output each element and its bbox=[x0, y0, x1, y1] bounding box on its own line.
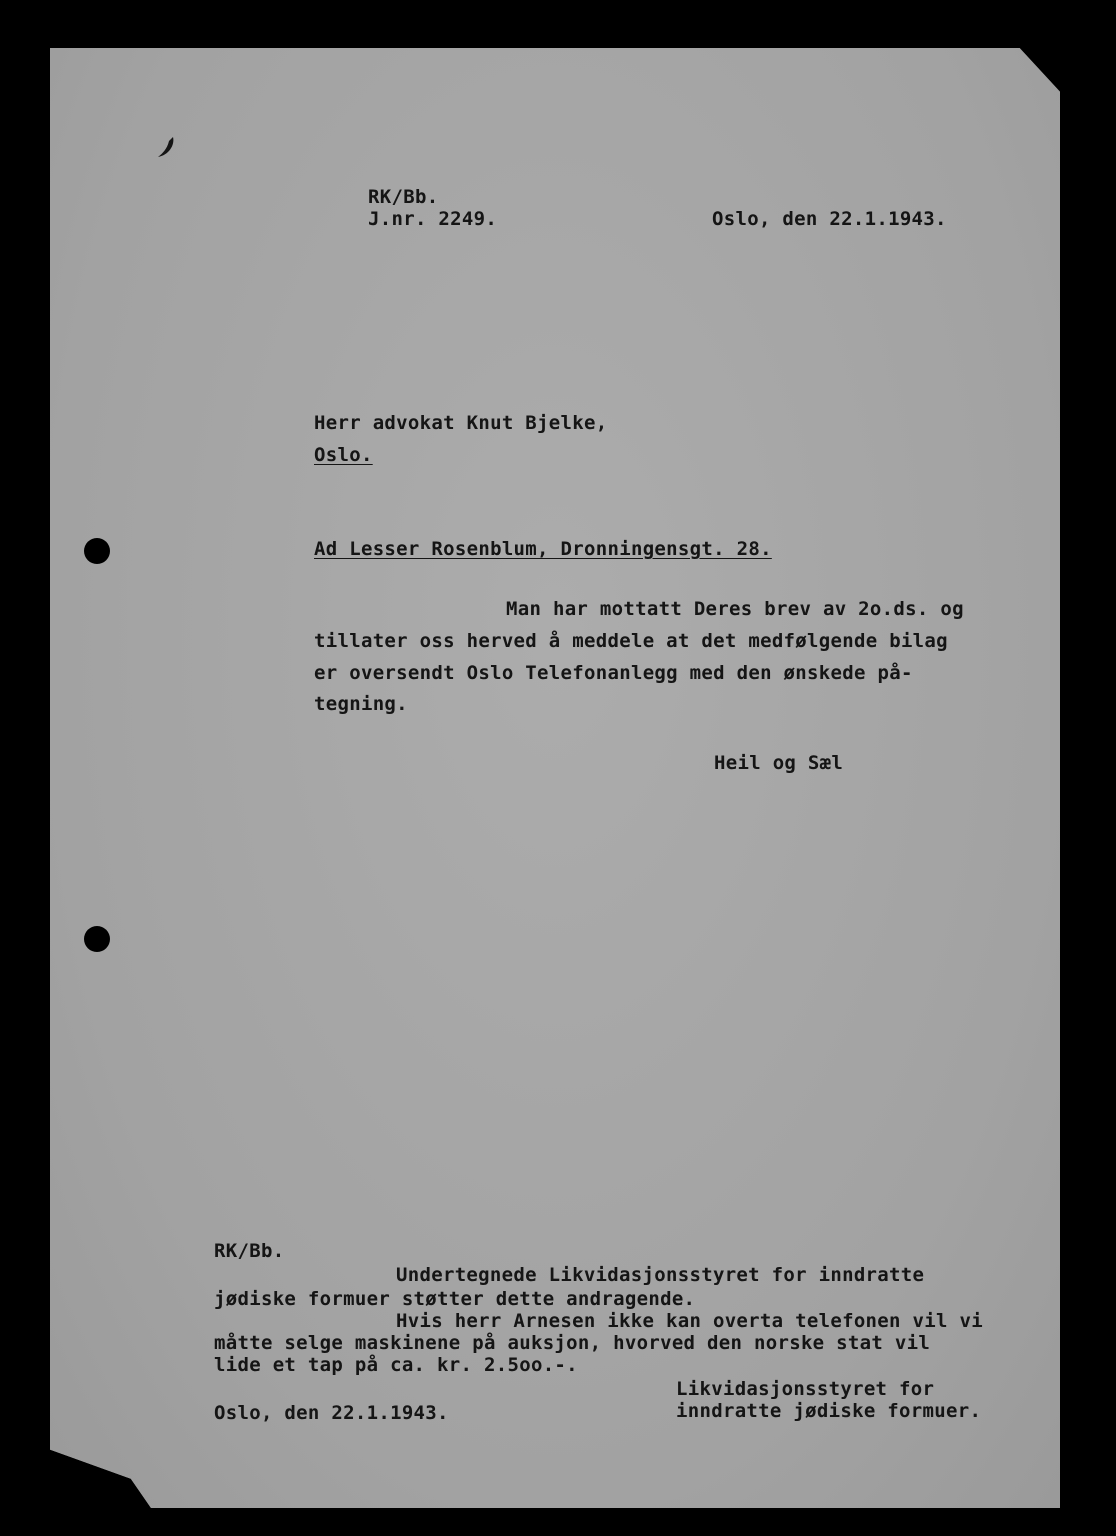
recipient-name: Herr advokat Knut Bjelke, bbox=[314, 412, 608, 434]
journal-number: J.nr. 2249. bbox=[368, 208, 498, 230]
addendum-signature-2: inndratte jødiske formuer. bbox=[676, 1400, 982, 1422]
body-line-2: tillater oss herved å meddele at det medfølgende bilag bbox=[314, 630, 948, 652]
subject-line: Ad Lesser Rosenblum, Dronningensgt. 28. bbox=[314, 538, 772, 560]
closing-greeting: Heil og Sæl bbox=[714, 752, 844, 774]
body-line-1: Man har mottatt Deres brev av 2o.ds. og bbox=[506, 598, 964, 620]
recipient-city: Oslo. bbox=[314, 444, 373, 466]
addendum-line-4: måtte selge maskinene på auksjon, hvorved den norske stat vil bbox=[214, 1332, 931, 1354]
addendum-signature-1: Likvidasjonsstyret for bbox=[676, 1378, 935, 1400]
addendum-reference: RK/Bb. bbox=[214, 1240, 285, 1262]
ink-mark bbox=[155, 135, 179, 161]
addendum-line-2: jødiske formuer støtter dette andragende. bbox=[214, 1288, 696, 1310]
place-date: Oslo, den 22.1.1943. bbox=[712, 208, 947, 230]
addendum-line-5: lide et tap på ca. kr. 2.5oo.-. bbox=[214, 1354, 578, 1376]
addendum-place-date: Oslo, den 22.1.1943. bbox=[214, 1402, 449, 1424]
body-line-4: tegning. bbox=[314, 693, 408, 715]
punch-hole-upper bbox=[84, 538, 110, 564]
punch-hole-lower bbox=[84, 926, 110, 952]
header-reference: RK/Bb. bbox=[368, 186, 439, 208]
addendum-line-3: Hvis herr Arnesen ikke kan overta telefonen vil vi bbox=[396, 1310, 983, 1332]
body-line-3: er oversendt Oslo Telefonanlegg med den ønskede på- bbox=[314, 662, 913, 684]
addendum-line-1: Undertegnede Likvidasjonsstyret for inndratte bbox=[396, 1264, 925, 1286]
